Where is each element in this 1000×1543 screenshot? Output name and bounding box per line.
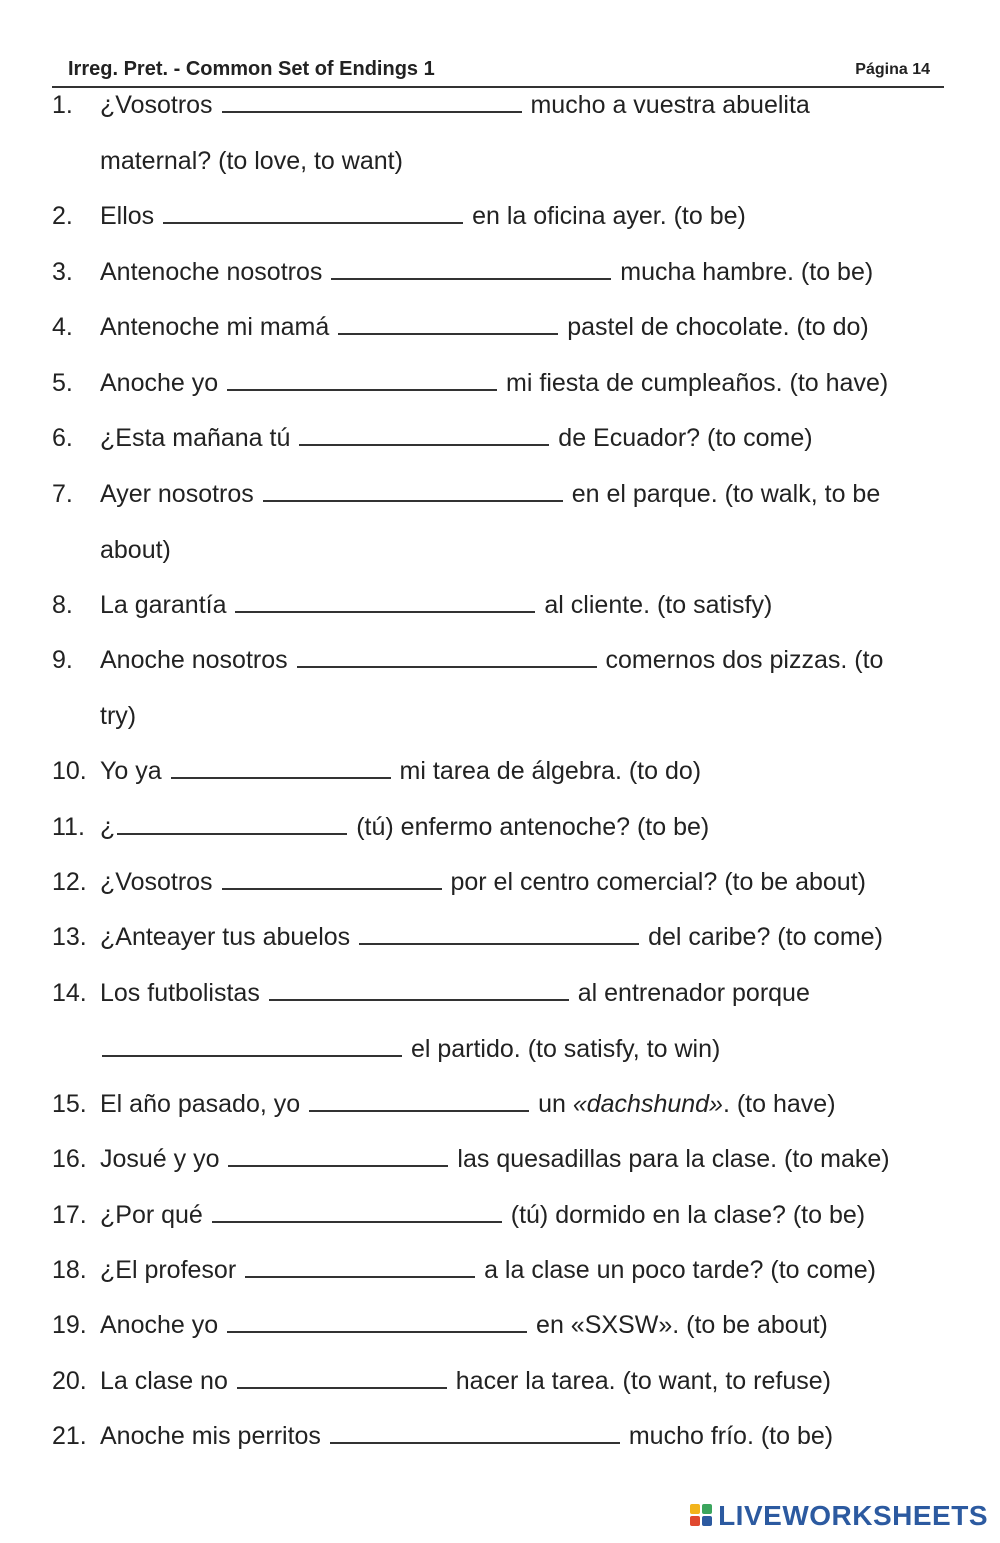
item-prompt: Anoche yo (100, 1311, 219, 1339)
item-prompt: Los futbolistas (100, 979, 260, 1007)
answer-blank[interactable] (228, 1143, 448, 1167)
worksheet-title: Irreg. Pret. - Common Set of Endings 1 (68, 58, 435, 80)
liveworksheets-logo[interactable] (690, 1499, 988, 1533)
exercise-item-17 (0, 1195, 1000, 1235)
item-number: 11. (52, 813, 85, 841)
item-number: 1. (52, 91, 73, 119)
exercise-item-12 (0, 862, 1000, 902)
item-continuation: try) (100, 702, 137, 730)
answer-blank[interactable] (222, 866, 442, 890)
exercise-item-5 (0, 363, 1000, 403)
item-prompt-end: del caribe? (to come) (648, 923, 883, 951)
item-continuation: maternal? (to love, to want) (100, 147, 403, 175)
page-number: Página 14 (855, 61, 930, 78)
item-number: 12. (52, 868, 87, 896)
item-number: 15. (52, 1090, 87, 1118)
exercise-item-9 (0, 640, 1000, 680)
answer-blank[interactable] (171, 755, 391, 779)
exercise-item-11 (0, 807, 1000, 847)
exercise-item-13 (0, 917, 1000, 957)
answer-blank[interactable] (299, 422, 549, 446)
answer-blank[interactable] (117, 811, 347, 835)
item-prompt-end: mucho frío. (to be) (628, 1422, 834, 1450)
item-prompt: Anoche nosotros (100, 646, 288, 674)
item-number: 6. (52, 424, 73, 452)
item-prompt-end: mi tarea de álgebra. (to do) (399, 757, 702, 785)
exercise-item-4 (0, 307, 1000, 347)
exercise-item-6 (0, 418, 1000, 458)
answer-blank[interactable] (163, 200, 463, 224)
item-prompt-end: mucho a vuestra abuelita (530, 91, 810, 119)
item-prompt: La clase no (100, 1367, 228, 1395)
item-prompt-end: comernos dos pizzas. (to (605, 646, 884, 674)
item-prompt-end: mi fiesta de cumpleaños. (to have) (506, 369, 889, 397)
item-prompt-end: . (to have) (722, 1090, 836, 1118)
answer-blank[interactable] (331, 256, 611, 280)
answer-blank[interactable] (237, 1365, 447, 1389)
item-prompt: El año pasado, yo (100, 1090, 301, 1118)
item-prompt-end: (tú) enfermo antenoche? (to be) (356, 813, 710, 841)
answer-blank-2[interactable] (102, 1033, 402, 1057)
answer-blank[interactable] (235, 589, 535, 613)
item-prompt: ¿Por qué (100, 1201, 203, 1229)
item-prompt-end: pastel de chocolate. (to do) (567, 313, 869, 341)
item-number: 13. (52, 923, 87, 951)
answer-blank[interactable] (227, 367, 497, 391)
exercise-item-10 (0, 751, 1000, 791)
item-number: 17. (52, 1201, 87, 1229)
item-number: 18. (52, 1256, 87, 1284)
item-prompt-end: hacer la tarea. (to want, to refuse) (455, 1367, 831, 1395)
item-prompt: ¿Vosotros (100, 91, 213, 119)
item-number: 21. (52, 1422, 87, 1450)
exercise-item-16 (0, 1139, 1000, 1179)
exercise-item-19 (0, 1305, 1000, 1345)
item-prompt: ¿Anteayer tus abuelos (100, 923, 351, 951)
item-prompt-end: al cliente. (to satisfy) (544, 591, 773, 619)
item-number: 14. (52, 979, 87, 1007)
exercise-item-7 (0, 474, 1000, 514)
item-prompt: ¿El profesor (100, 1256, 237, 1284)
item-prompt-end: de Ecuador? (to come) (558, 424, 813, 452)
exercise-item-21 (0, 1416, 1000, 1456)
item-prompt: Josué y yo (100, 1145, 220, 1173)
exercise-item-1-cont (0, 141, 1000, 181)
item-number: 16. (52, 1145, 87, 1173)
item-prompt: La garantía (100, 591, 227, 619)
item-prompt: ¿Esta mañana tú (100, 424, 291, 452)
exercise-item-1 (0, 85, 1000, 125)
answer-blank[interactable] (245, 1254, 475, 1278)
item-prompt-end: en «SXSW». (to be about) (536, 1311, 828, 1339)
answer-blank[interactable] (330, 1420, 620, 1444)
item-prompt: ¿Vosotros (100, 868, 213, 896)
item-continuation: about) (100, 536, 171, 564)
item-prompt: ¿ (100, 813, 116, 841)
answer-blank[interactable] (309, 1088, 529, 1112)
answer-blank[interactable] (263, 478, 563, 502)
liveworksheets-logo-icon (690, 1504, 714, 1528)
exercise-item-18 (0, 1250, 1000, 1290)
item-prompt: Ellos (100, 202, 155, 230)
item-number: 5. (52, 369, 73, 397)
answer-blank[interactable] (227, 1309, 527, 1333)
item-number: 3. (52, 258, 73, 286)
exercise-item-9-cont (0, 696, 1000, 736)
exercise-item-15 (0, 1084, 1000, 1124)
item-continuation: el partido. (to satisfy, to win) (410, 1035, 721, 1063)
item-prompt-end: al entrenador porque (577, 979, 810, 1007)
item-prompt: Anoche yo (100, 369, 219, 397)
exercise-item-14 (0, 973, 1000, 1013)
item-prompt-emphasis: «dachshund» (572, 1090, 723, 1118)
exercise-item-3 (0, 252, 1000, 292)
item-prompt-end: en el parque. (to walk, to be (571, 480, 881, 508)
item-prompt: Ayer nosotros (100, 480, 254, 508)
item-number: 19. (52, 1311, 87, 1339)
exercise-item-8 (0, 585, 1000, 625)
item-prompt-end: (tú) dormido en la clase? (to be) (510, 1201, 866, 1229)
item-prompt-end: a la clase un poco tarde? (to come) (484, 1256, 876, 1284)
item-number: 2. (52, 202, 73, 230)
item-number: 7. (52, 480, 73, 508)
item-number: 4. (52, 313, 73, 341)
item-prompt-end: por el centro comercial? (to be about) (450, 868, 866, 896)
answer-blank[interactable] (297, 644, 597, 668)
item-prompt-end: mucha hambre. (to be) (620, 258, 874, 286)
item-prompt: Yo ya (100, 757, 162, 785)
item-prompt-mid: un (538, 1090, 573, 1118)
answer-blank[interactable] (269, 977, 569, 1001)
exercise-item-20 (0, 1361, 1000, 1401)
exercise-item-14-cont (0, 1029, 1000, 1069)
item-number: 9. (52, 646, 73, 674)
item-number: 20. (52, 1367, 87, 1395)
item-prompt-end: en la oficina ayer. (to be) (472, 202, 746, 230)
item-prompt: Anoche mis perritos (100, 1422, 321, 1450)
item-prompt: Antenoche mi mamá (100, 313, 330, 341)
item-prompt: Antenoche nosotros (100, 258, 323, 286)
exercise-item-7-cont (0, 530, 1000, 570)
answer-blank[interactable] (212, 1199, 502, 1223)
answer-blank[interactable] (222, 89, 522, 113)
item-number: 8. (52, 591, 73, 619)
exercise-item-2 (0, 196, 1000, 236)
item-number: 10. (52, 757, 87, 785)
answer-blank[interactable] (359, 921, 639, 945)
answer-blank[interactable] (338, 311, 558, 335)
item-prompt-end: las quesadillas para la clase. (to make) (457, 1145, 890, 1173)
logo-text: LIVEWORKSHEETS (718, 1500, 988, 1531)
